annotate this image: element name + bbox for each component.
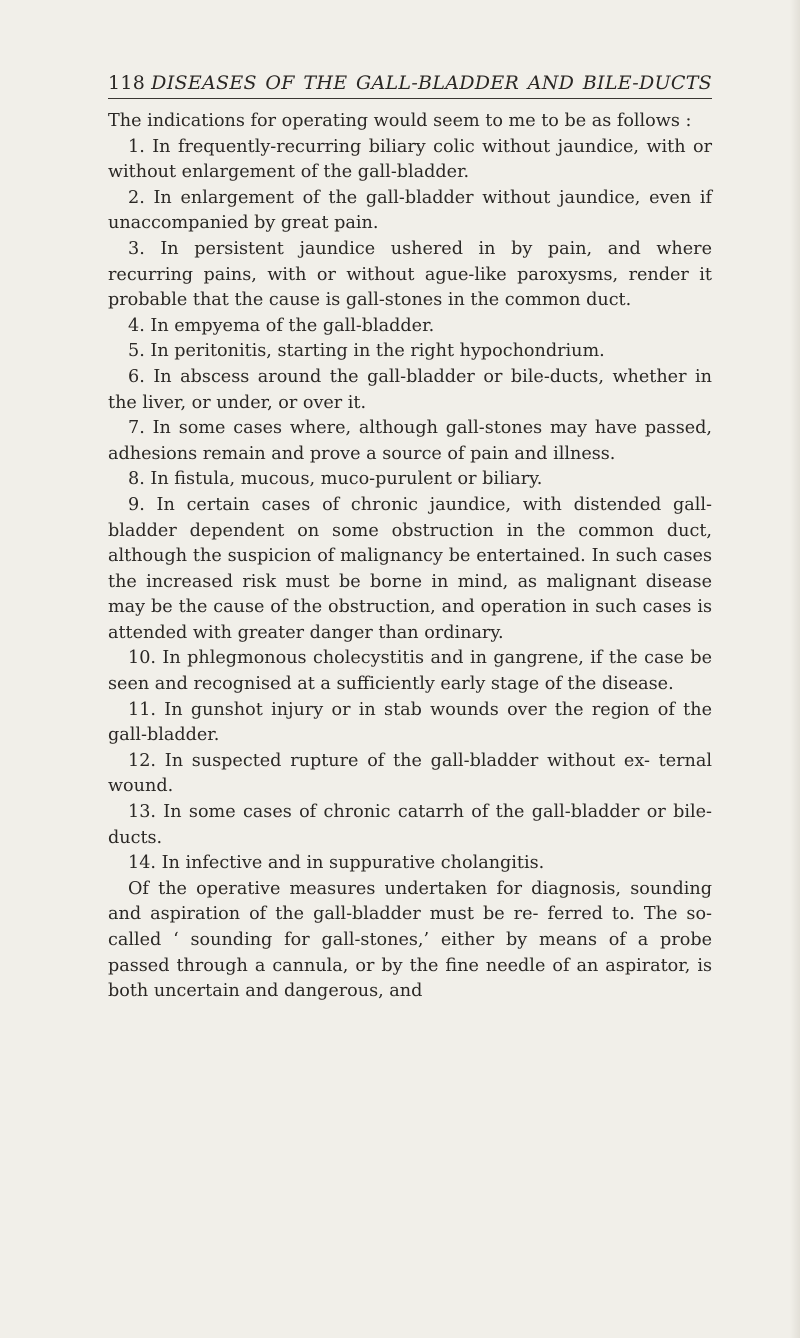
- indication-5: 5. In peritonitis, starting in the right hypochondrium.: [128, 341, 605, 362]
- indication-11: 11. In gunshot injury or in stab wounds over the region of the gall-bladder.: [108, 699, 712, 746]
- indication-2: 2. In enlargement of the gall-bladder without jaundice, even if unaccompanied by great pain.: [108, 187, 712, 234]
- indication-12: 12. In suspected rupture of the gall-bladder without ex- ternal wound.: [108, 750, 712, 797]
- body-text: [108, 109, 712, 1005]
- intro-paragraph: The indications for operating would seem to me to be as follows :: [108, 111, 692, 131]
- page-edge-shadow: [790, 0, 800, 1338]
- indication-1: 1. In frequently-recurring biliary colic without jaundice, with or without enlargement of the gall-bladder.: [108, 136, 712, 183]
- indication-10: 10. In phlegmonous cholecystitis and in gangrene, if the case be seen and recognised at a sufficiently early stage of the disease.: [108, 648, 712, 695]
- indication-9: 9. In certain cases of chronic jaundice, with distended gall-bladder dependent on some obstruction in the common duct, although the suspicion of malignancy be entertained. In such cases the increased risk must be borne in mind, as malignant disease may be the cause of the obstruction, and operation in such cases is attended with greater danger than ordinary.: [108, 494, 712, 643]
- indication-6: 6. In abscess around the gall-bladder or bile-ducts, whether in the liver, or under, or over it.: [108, 366, 712, 413]
- running-head-title: DISEASES OF THE GALL-BLADDER AND BILE-DUCTS: [151, 72, 712, 94]
- running-head: [108, 72, 712, 99]
- indication-7: 7. In some cases where, although gall-stones may have passed, adhesions remain and prove a source of pain and illness.: [108, 418, 712, 464]
- indication-4: 4. In empyema of the gall-bladder.: [128, 315, 435, 336]
- closing-paragraph: Of the operative measures undertaken for diagnosis, sounding and aspiration of the gall-bladder must be re- ferred to. The so-called ‘ sounding for gall-stones,’ either by means of a probe passed through a cannula, or by the fine needle of an aspirator, is both uncertain and dangerous, and: [108, 878, 712, 1002]
- page-number: 118: [108, 72, 146, 94]
- book-page: [108, 72, 712, 1005]
- indication-13: 13. In some cases of chronic catarrh of the gall-bladder or bile-ducts.: [108, 802, 712, 848]
- indication-14: 14. In infective and in suppurative cholangitis.: [128, 853, 545, 874]
- indication-8: 8. In fistula, mucous, muco-purulent or biliary.: [128, 469, 543, 490]
- indication-3: 3. In persistent jaundice ushered in by pain, and where recurring pains, with or without ague-like paroxysms, render it probable that the cause is gall-stones in the common duct.: [108, 238, 712, 311]
